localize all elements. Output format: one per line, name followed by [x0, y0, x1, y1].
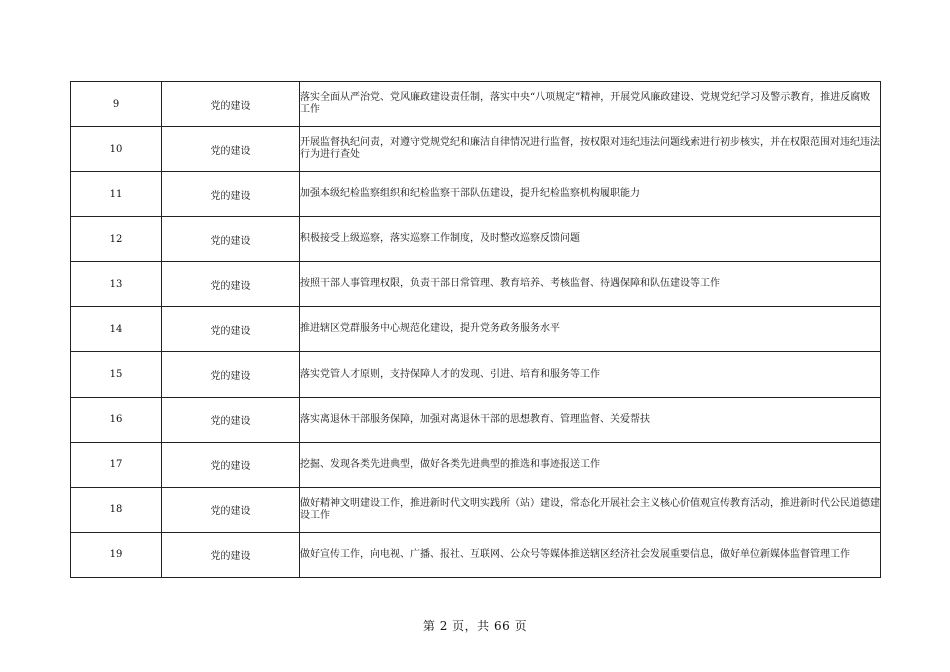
row-number: 16: [71, 397, 162, 442]
row-description: 落实离退休干部服务保障，加强对离退休干部的思想教育、管理监督、关爱帮扶: [300, 397, 881, 442]
row-category: 党的建设: [162, 262, 300, 307]
row-category: 党的建设: [162, 397, 300, 442]
table-row: [71, 217, 881, 262]
row-description: 落实全面从严治党、党风廉政建设责任制，落实中央“八项规定”精神，开展党风廉政建设、党规党纪学习及警示教育，推进反腐败工作: [300, 82, 881, 127]
row-number: 14: [71, 307, 162, 352]
row-category: 党的建设: [162, 172, 300, 217]
row-description: 开展监督执纪问责，对遵守党规党纪和廉洁自律情况进行监督，按权限对违纪违法问题线索进行初步核实，并在权限范围对违纪违法行为进行查处: [300, 127, 881, 172]
row-category: 党的建设: [162, 127, 300, 172]
row-description: 按照干部人事管理权限，负责干部日常管理、教育培养、考核监督、待遇保障和队伍建设等工作: [300, 262, 881, 307]
row-number: 17: [71, 442, 162, 487]
table-row: [71, 487, 881, 532]
row-description: 加强本级纪检监察组织和纪检监察干部队伍建设，提升纪检监察机构履职能力: [300, 172, 881, 217]
table-body: [71, 82, 881, 578]
row-number: 11: [71, 172, 162, 217]
row-description: 积极接受上级巡察，落实巡察工作制度，及时整改巡察反馈问题: [300, 217, 881, 262]
row-description: 做好宣传工作，向电视、广播、报社、互联网、公众号等媒体推送辖区经济社会发展重要信息，做好单位新媒体监督管理工作: [300, 532, 881, 577]
table-row: [71, 82, 881, 127]
row-category: 党的建设: [162, 217, 300, 262]
row-description: 做好精神文明建设工作，推进新时代文明实践所（站）建设，常态化开展社会主义核心价值观宣传教育活动，推进新时代公民道德建设工作: [300, 487, 881, 532]
row-category: 党的建设: [162, 532, 300, 577]
row-number: 15: [71, 352, 162, 397]
table-row: [71, 397, 881, 442]
duty-table: [70, 81, 881, 578]
row-number: 10: [71, 127, 162, 172]
row-description: 推进辖区党群服务中心规范化建设，提升党务政务服务水平: [300, 307, 881, 352]
row-number: 12: [71, 217, 162, 262]
row-category: 党的建设: [162, 442, 300, 487]
row-category: 党的建设: [162, 307, 300, 352]
table-row: [71, 172, 881, 217]
table-row: [71, 442, 881, 487]
table-row: [71, 127, 881, 172]
row-description: 落实党管人才原则，支持保障人才的发现、引进、培育和服务等工作: [300, 352, 881, 397]
row-category: 党的建设: [162, 82, 300, 127]
row-number: 9: [71, 82, 162, 127]
row-category: 党的建设: [162, 487, 300, 532]
row-description: 挖掘、发现各类先进典型，做好各类先进典型的推选和事迹报送工作: [300, 442, 881, 487]
row-number: 19: [71, 532, 162, 577]
row-number: 13: [71, 262, 162, 307]
table-row: [71, 532, 881, 577]
row-category: 党的建设: [162, 352, 300, 397]
table-row: [71, 352, 881, 397]
page-footer: 第 2 页，共 66 页: [422, 619, 528, 633]
row-number: 18: [71, 487, 162, 532]
table-row: [71, 307, 881, 352]
table-row: [71, 262, 881, 307]
